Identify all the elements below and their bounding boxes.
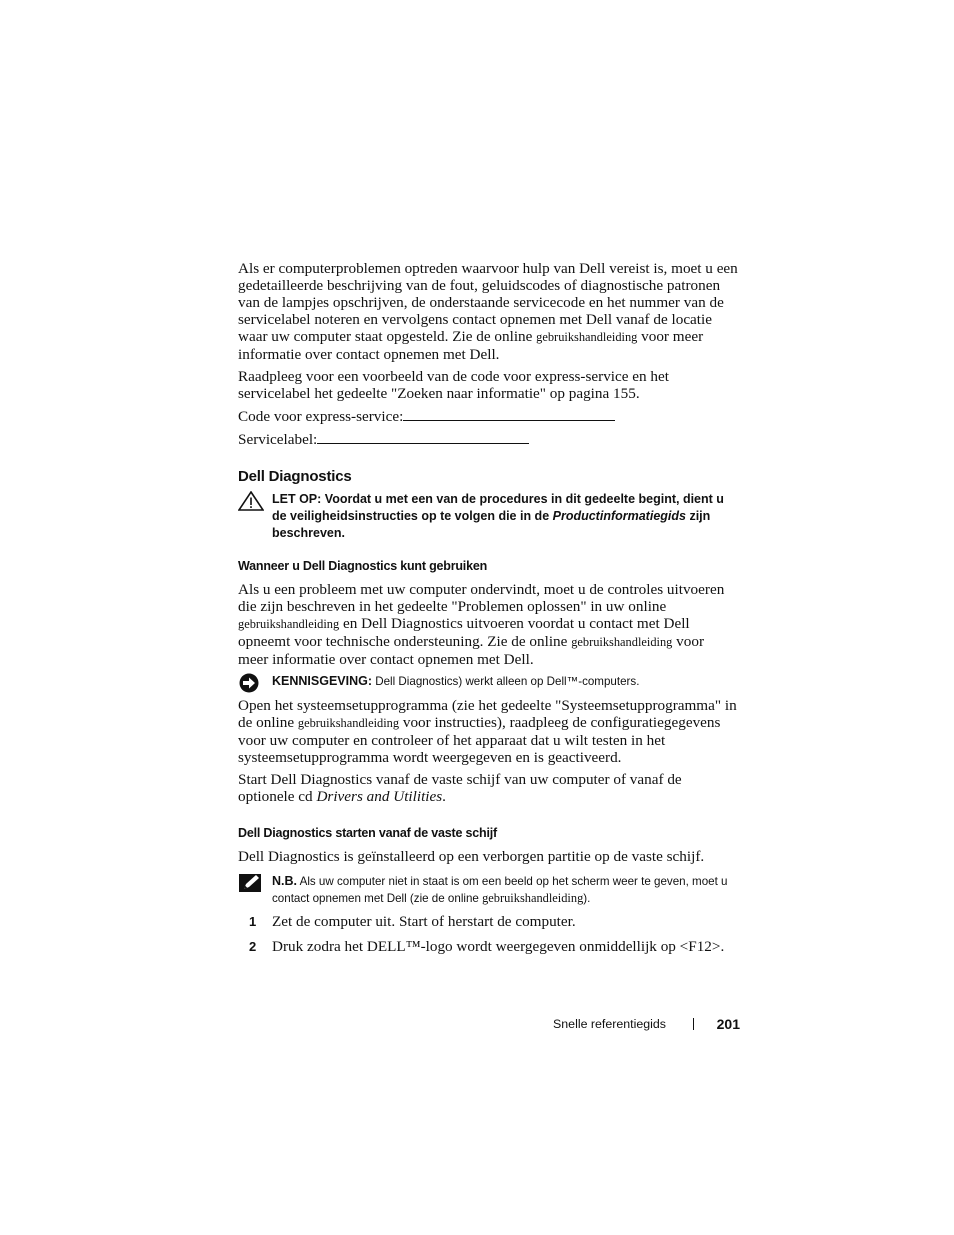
caution-guide-ref: Productinformatiegids <box>552 509 686 523</box>
caution-note <box>238 491 738 542</box>
section-title: Dell Diagnostics <box>238 468 352 485</box>
example-paragraph: Raadpleeg voor een voorbeeld van de code voor express-service en het servicelabel het gedeelte "Zoeken naar informatie" op pagina 155. <box>238 368 669 402</box>
when-manual-ref-1: gebruikshandleiding <box>238 617 340 631</box>
step-item <box>238 913 738 930</box>
intro-text-b: voor meer informatie over contact opnemen met Dell. <box>238 328 704 363</box>
when-paragraph <box>238 581 738 668</box>
caution-text-a: Voordat u met een van de procedures in dit gedeelte begint, dient u de veiligheidsinstructies op te volgen die in de <box>272 492 724 523</box>
step-text: Zet de computer uit. Start of herstart de computer. <box>272 913 576 930</box>
footer-guide-title: Snelle referentiegids <box>553 1017 666 1031</box>
installed-paragraph: Dell Diagnostics is geïnstalleerd op een verborgen partitie op de vaste schijf. <box>238 848 705 865</box>
footer-divider <box>693 1018 694 1030</box>
setup-manual-ref: gebruikshandleiding <box>297 716 400 730</box>
when-text-c: voor meer informatie over contact opnemen met Dell. <box>238 633 704 668</box>
express-code-blank <box>403 407 615 421</box>
step-item <box>238 938 738 955</box>
setup-paragraph <box>238 697 738 766</box>
start-text-a: Start Dell Diagnostics vanaf de vaste schijf van uw computer of vanaf de optionele cd <box>238 771 682 805</box>
intro-text-a: Als er computerproblemen optreden waarvoor hulp van Dell vereist is, moet u een gedetailleerde beschrijving van de fout, geluidscodes of diagnostische patronen van de lampjes opschrijven, de onderstaande servicecode en het nummer van de servicelabel noteren en vervolgens contact opnemen met Dell vanaf de locatie waar uw computer staat opgesteld. Zie de online <box>238 260 738 345</box>
drivers-utilities-ref: Drivers and Utilities <box>316 788 443 805</box>
caution-label: LET OP: <box>272 492 322 506</box>
service-label-label: Servicelabel: <box>238 431 318 448</box>
subsection-title-start: Dell Diagnostics starten vanaf de vaste schijf <box>238 826 497 840</box>
service-label-line <box>238 430 738 448</box>
express-code-label: Code voor express-service: <box>238 408 404 425</box>
nb-text-b: ). <box>583 892 591 905</box>
service-label-blank <box>317 430 529 444</box>
step-text: Druk zodra het DELL™-logo wordt weergegeven onmiddellijk op <F12>. <box>272 938 725 955</box>
intro-paragraph <box>238 260 738 363</box>
when-manual-ref-2: gebruikshandleiding <box>571 635 673 649</box>
setup-text-b: voor instructies), raadpleeg de configuratiegegevens voor uw computer en controleer of het apparaat dat u wilt testen in het systeemsetupprogramma wordt weergegeven en is geactiveerd. <box>238 714 721 766</box>
when-text-b: en Dell Diagnostics uitvoeren voordat u contact met Dell opneemt voor technische ondersteuning. Zie de online <box>238 615 690 650</box>
pencil-note-icon <box>238 873 264 893</box>
start-paragraph <box>238 771 738 805</box>
express-code-line <box>238 407 738 425</box>
warning-triangle-icon <box>238 491 264 511</box>
page-footer <box>238 1015 740 1035</box>
intro-manual-ref: gebruikshandleiding <box>536 330 638 344</box>
page-number: 201 <box>716 1016 740 1032</box>
nb-manual-ref: gebruikshandleiding <box>482 891 584 905</box>
nb-text-a: Als uw computer niet in staat is om een beeld op het scherm weer te geven, moet u contact opnemen met Dell (zie de online <box>272 875 728 905</box>
step-number: 1 <box>249 914 257 929</box>
notice-note <box>238 673 738 690</box>
notice-label: KENNISGEVING: <box>272 674 373 688</box>
notice-arrow-icon <box>238 673 264 693</box>
subsection-title-when: Wanneer u Dell Diagnostics kunt gebruiken <box>238 559 488 573</box>
step-number: 2 <box>249 939 257 954</box>
nb-note <box>238 873 738 907</box>
setup-text-a: Open het systeemsetupprogramma (zie het gedeelte "Systeemsetupprogramma" in de online <box>238 697 737 731</box>
when-text-a: Als u een probleem met uw computer ondervindt, moet u de controles uitvoeren die zijn beschreven in het gedeelte "Problemen oplossen" in uw online <box>238 581 725 615</box>
notice-text: Dell Diagnostics) werkt alleen op Dell™-computers. <box>372 675 640 688</box>
nb-label: N.B. <box>272 874 297 888</box>
start-text-b: . <box>442 788 446 805</box>
caution-text-b: zijn beschreven. <box>272 509 711 540</box>
page-content <box>238 260 738 963</box>
